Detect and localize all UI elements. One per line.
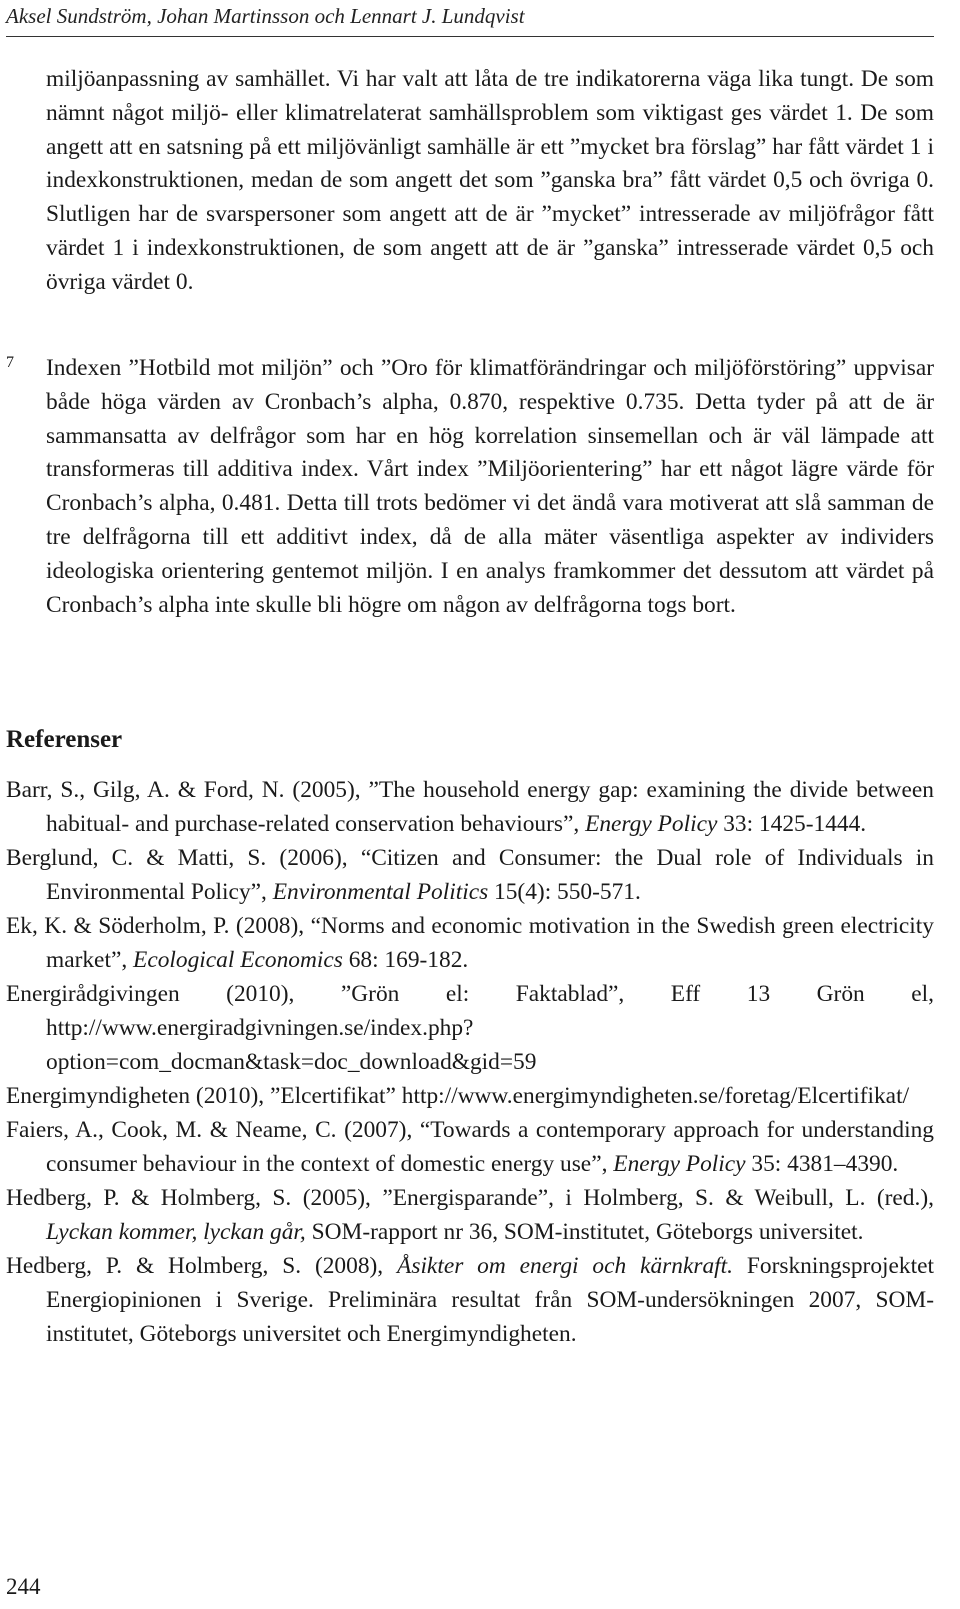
reference-text: Faiers, A., Cook, M. & Neame, C. (2007), “Towards a contemporary approach for understanding consumer behaviour in the context of domestic energy use”, — [6, 1117, 934, 1177]
reference-item — [6, 773, 934, 841]
reference-source: Environmental Politics — [272, 879, 489, 905]
reference-item — [6, 1249, 934, 1351]
footnote-7-text: Indexen ”Hotbild mot miljön” och ”Oro för klimatförändringar och miljöförstöring” uppvisar både höga värden av Cronbach’s alpha, 0.870, respektive 0.735. Detta tyder på att de är sammansatta av delfrågor som har en hög korrelation sinsemellan och är väl lämpade att transformeras till additiva index. Vårt index ”Miljöorientering” har ett något lägre värde för Cronbach’s alpha, 0.481. Detta till trots bedömer vi det ändå vara motiverat att slå samman de tre delfrågorna till ett additivt index, då de alla mäter väsentliga aspekter av individers ideologiska orientering gentemot miljön. I en analys framkommer det dessutom att värdet på Cronbach’s alpha inte skulle bli högre om någon av delfrågorna togs bort. — [46, 355, 934, 618]
reference-details: 35: 4381–4390. — [745, 1151, 899, 1177]
reference-text: Ek, K. & Söderholm, P. (2008), “Norms and economic motivation in the Swedish green electricity market”, — [6, 913, 934, 973]
references-heading: Referenser — [6, 726, 123, 753]
reference-source: Energy Policy — [585, 811, 718, 837]
reference-text: Barr, S., Gilg, A. & Ford, N. (2005), ”The household energy gap: examining the divide between habitual- and purchase-related conservation behaviours”, — [6, 777, 934, 837]
header-rule — [6, 36, 934, 37]
reference-source: Lyckan kommer, lyckan går, — [46, 1219, 306, 1245]
running-header-authors: Aksel Sundström, Johan Martinsson och Lennart J. Lundqvist — [6, 4, 525, 28]
reference-text: Energimyndigheten (2010), ”Elcertifikat” http://www.energimyndigheten.se/foretag/Elcertifikat/ — [6, 1083, 910, 1109]
reference-item — [6, 977, 934, 1079]
reference-item — [6, 1113, 934, 1181]
reference-text: Hedberg, P. & Holmberg, S. (2005), ”Energisparande”, i Holmberg, S. & Weibull, L. (red.), — [6, 1185, 934, 1211]
reference-list — [6, 773, 934, 1351]
reference-details: Forskningsprojektet Energiopinionen i Sverige. Preliminära resultat från SOM-undersökningen 2007, SOM-institutet, Göteborgs universitet och Energimyndigheten. — [46, 1253, 934, 1347]
reference-details: 15(4): 550-571. — [488, 879, 641, 905]
reference-text: Energirådgivingen (2010), ”Grön el: Faktablad”, Eff 13 Grön el, http://www.energiradgivningen.se/index.php?option=com_docman&task=doc_download&gid=59 — [6, 981, 934, 1075]
reference-details: 33: 1425-1444. — [717, 811, 867, 837]
reference-source: Energy Policy — [613, 1151, 746, 1177]
reference-text: Berglund, C. & Matti, S. (2006), “Citizen and Consumer: the Dual role of Individuals in Environmental Policy”, — [6, 845, 934, 905]
reference-item — [6, 1079, 934, 1113]
reference-source: Ecological Economics — [133, 947, 343, 973]
reference-item — [6, 909, 934, 977]
reference-text: Hedberg, P. & Holmberg, S. (2008), — [6, 1253, 398, 1279]
reference-details: SOM-rapport nr 36, SOM-institutet, Göteborgs universitet. — [305, 1219, 864, 1245]
reference-item — [6, 1181, 934, 1249]
reference-details: 68: 169-182. — [342, 947, 469, 973]
reference-item — [6, 841, 934, 909]
reference-source: Åsikter om energi och kärnkraft. — [397, 1253, 733, 1279]
footnote-continuation: miljöanpassning av samhället. Vi har valt att låta de tre indikatorerna väga lika tungt. De som nämnt något miljö- eller klimatrelaterat samhällsproblem som viktigast ges värdet 1. De som angett att en satsning på ett miljövänligt samhälle är ett ”mycket bra förslag” har fått värdet 1 i indexkonstruktionen, medan de som angett det som ”ganska bra” fått värdet 0,5 och övriga 0. Slutligen har de svarspersoner som angett att de är ”mycket” intresserade av miljöfrågor fått värdet 1 i indexkonstruktionen, de som angett att de är ”ganska” intresserade värdet 0,5 och övriga värdet 0. — [46, 66, 934, 295]
footnote-number: 7 — [6, 354, 14, 371]
page-number: 244 — [6, 1574, 41, 1599]
